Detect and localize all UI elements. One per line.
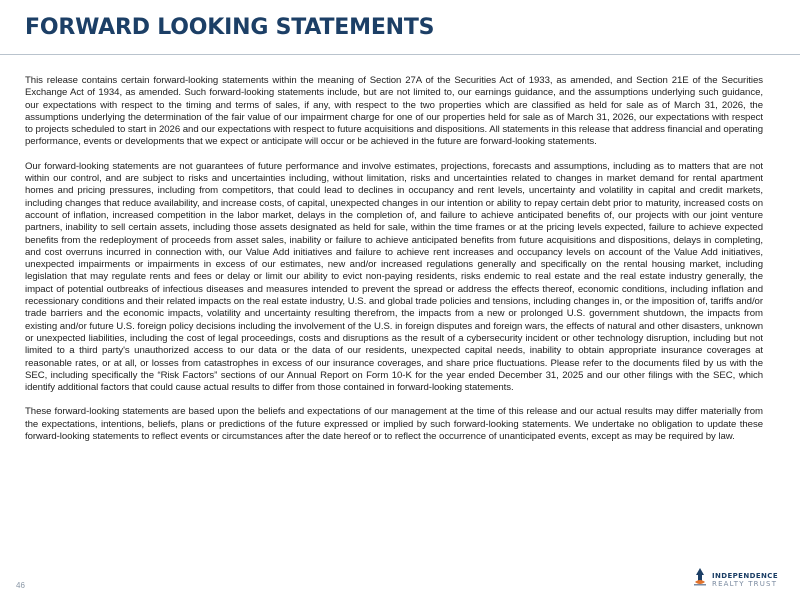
company-logo (692, 567, 778, 592)
independence-logo-icon (692, 567, 708, 592)
paragraph-2: Our forward-looking statements are not guarantees of future performance and involve estimates, projections, forecasts and assumptions, including as to matters that are not within our control, and are subject to risks and uncertainties including, without limitation, risks and uncertainties related to changes in market demand for rental apartment homes and pricing pressures, including from competitors, that could lead to declines in occupancy and rent levels, uncertainty and volatility in capital and credit markets, including changes that reduce availability, and increase costs, of capital, unexpected changes in our intention or ability to repay certain debt prior to maturity, increased costs on account of inflation, increased competition in the labor market, delays in the completion of, and failure to achieve anticipated benefits of, our projects with our joint venture partners, inability to sell certain assets, including those assets designated as held for sale, within the time frames or at the pricing levels expected, failure to achieve expected benefits from the redeployment of proceeds from asset sales, inability or failure to achieve anticipated benefits from future acquisitions and dispositions, delays in completing, and cost overruns incurred in connection with, our Value Add initiatives and failure to achieve rent increases and occupancy levels on account of the Value Add initiatives, unexpected impairments or impairments in excess of our estimates, new and/or increased regulations generally and specifically on the rental housing market, including legislation that may regulate rents and fees or delay or limit our ability to evict non-paying residents, risks endemic to real estate and the real estate industry generally, the impact of potential outbreaks of infectious diseases and measures intended to prevent the spread or address the effects thereof, economic conditions, including inflation and recessionary conditions and their related impacts on the real estate industry, U.S. and global trade policies and tensions, including changes in, or the imposition of, tariffs and/or trade barriers and the economic impacts, volatility and uncertainty resulting therefrom, the impacts from a new or prolonged U.S. government shutdown, the impacts from existing and/or future U.S. foreign policy decisions including the involvement of the U.S. in foreign disputes and foreign wars, the effects of natural and other disasters, unknown or unexpected liabilities, including the cost of legal proceedings, costs and disruptions as the result of a cybersecurity incident or other technology disruption, including but not limited to a third party's unauthorized access to our data or the data of our residents, unexpected capital needs, inability to obtain appropriate insurance coverages at reasonable rates, or at all, or losses from catastrophes in excess of our insurance coverages, and share price fluctuations. Please refer to the documents filed by us with the SEC, including specifically the “Risk Factors” sections of our Annual Report on Form 10-K for the year ended December 31, 2025 and our other filings with the SEC, which identify additional factors that could cause actual results to differ from those contained in forward-looking statements. (25, 160, 763, 394)
title-divider (0, 54, 800, 55)
logo-line-2: REALTY TRUST (712, 579, 778, 588)
logo-wordmark (712, 572, 778, 588)
page-number: 46 (16, 581, 25, 590)
statement-body (25, 75, 763, 455)
logo-line-1: INDEPENDENCE (712, 571, 778, 580)
paragraph-3: These forward-looking statements are based upon the beliefs and expectations of our management at the time of this release and our actual results may differ materially from the expectations, intentions, beliefs, plans or predictions of the future expressed or implied by such forward-looking statements. We undertake no obligation to update these forward-looking statements to reflect events or circumstances after the date hereof or to reflect the occurrence of unanticipated events, except as may be required by law. (25, 406, 763, 443)
page-title: FORWARD LOOKING STATEMENTS (25, 15, 435, 40)
paragraph-1: This release contains certain forward-looking statements within the meaning of Section 27A of the Securities Act of 1933, as amended, and Section 21E of the Securities Exchange Act of 1934, as amended. Such forward-looking statements include, but are not limited to, our earnings guidance, and the assumptions underlying such guidance, our expectations with respect to the timing and terms of sales, if any, with respect to the two properties which are classified as held for sale as of March 31, 2026, the assumptions underlying the determination of the fair value of our impairment charge for one of our properties held for sale as of March 31, 2026, our expectations with respect to projects scheduled to start in 2026 and our expectations with respect to future acquisitions and dispositions. All statements in this release that address financial and operating performance, events or developments that we expect or anticipate will occur or be achieved in the future are forward-looking statements. (25, 75, 763, 148)
